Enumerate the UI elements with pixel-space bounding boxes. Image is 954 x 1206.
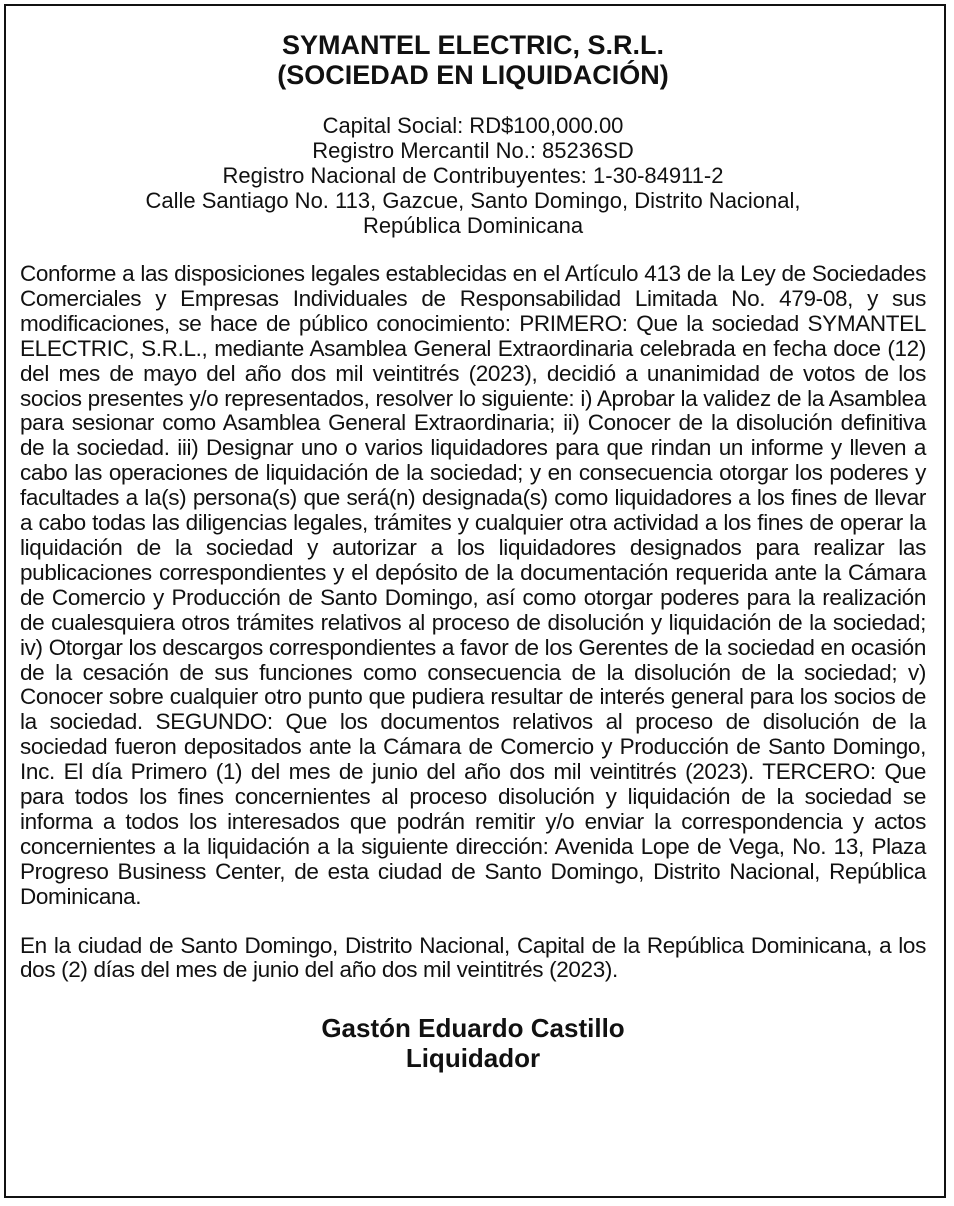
main-paragraph: Conforme a las disposiciones legales establecidas en el Artículo 413 de la Ley de Sociedades Comerciales y Empresas Individuales de Responsabilidad Limitada No. 479-08, y sus modificaciones, se hace de público conocimiento: PRIMERO: Que la sociedad SYMANTEL ELECTRIC, S.R.L., mediante Asamblea General Extraordinaria celebrada en fecha doce (12) del mes de mayo del año dos mil veintitrés (2023), decidió a unanimidad de votos de los socios presentes y/o representados, resolver lo siguiente: i) Aprobar la validez de la Asamblea para sesionar como Asamblea General Extraordinaria; ii) Conocer de la disolución definitiva de la sociedad. iii) Designar uno o varios liquidadores para que rindan un informe y lleven a cabo las operaciones de liquidación de la sociedad; y en consecuencia otorgar los poderes y facultades a la(s) persona(s) que será(n) designada(s) como liquidadores a los fines de llevar a cabo todas las diligencias legales, trámites y cualquier otra actividad a los fines de operar la liquidación de la sociedad y autorizar a los liquidadores designados para realizar las publicaciones correspondientes y el depósito de la documentación requerida ante la Cámara de Comercio y Producción de Santo Domingo, así como otorgar poderes para la realización de cualesquiera otros trámites relativos al proceso de disolución y liquidación de la sociedad; iv) Otorgar los descargos correspondientes a favor de los Gerentes de la sociedad en ocasión de la cesación de sus funciones como consecuencia de la disolución de la sociedad; v) Conocer sobre cualquier otro punto que pudiera resultar de interés general para los socios de la sociedad. SEGUNDO: Que los documentos relativos al proceso de disolución de la sociedad fueron depositados ante la Cámara de Comercio y Producción de Santo Domingo, Inc. El día Primero (1) del mes de junio del año dos mil veintitrés (2023). TERCERO: Que para todos los fines concernientes al proceso disolución y liquidación de la sociedad se informa a todos los interesados que podrán remitir y/o enviar la correspondencia y actos concernientes a la liquidación a la siguiente dirección: Avenida Lope de Vega, No. 13, Plaza Progreso Business Center, de esta ciudad de Santo Domingo, Distrito Nacional, República Dominicana. bbox=[20, 261, 926, 909]
taxpayer-registry-line: Registro Nacional de Contribuyentes: 1-30-84911-2 bbox=[222, 163, 724, 188]
signature-block bbox=[20, 1013, 926, 1073]
address-line-2: República Dominicana bbox=[362, 213, 584, 238]
capital-line: Capital Social: RD$100,000.00 bbox=[322, 113, 624, 138]
signer-role: Liquidador bbox=[405, 1043, 541, 1074]
company-info bbox=[20, 113, 926, 238]
signer-name: Gastón Eduardo Castillo bbox=[321, 1013, 625, 1044]
company-name: SYMANTEL ELECTRIC, S.R.L. bbox=[281, 30, 665, 60]
legal-notice bbox=[20, 30, 926, 1073]
mercantile-registry-line: Registro Mercantil No.: 85236SD bbox=[312, 138, 634, 163]
liquidation-status: (SOCIEDAD EN LIQUIDACIÓN) bbox=[277, 60, 669, 90]
closing-paragraph: En la ciudad de Santo Domingo, Distrito Nacional, Capital de la República Dominicana, a los dos (2) días del mes de junio del año dos mil veintitrés (2023). bbox=[20, 932, 926, 983]
address-line-1: Calle Santiago No. 113, Gazcue, Santo Domingo, Distrito Nacional, bbox=[145, 188, 801, 213]
